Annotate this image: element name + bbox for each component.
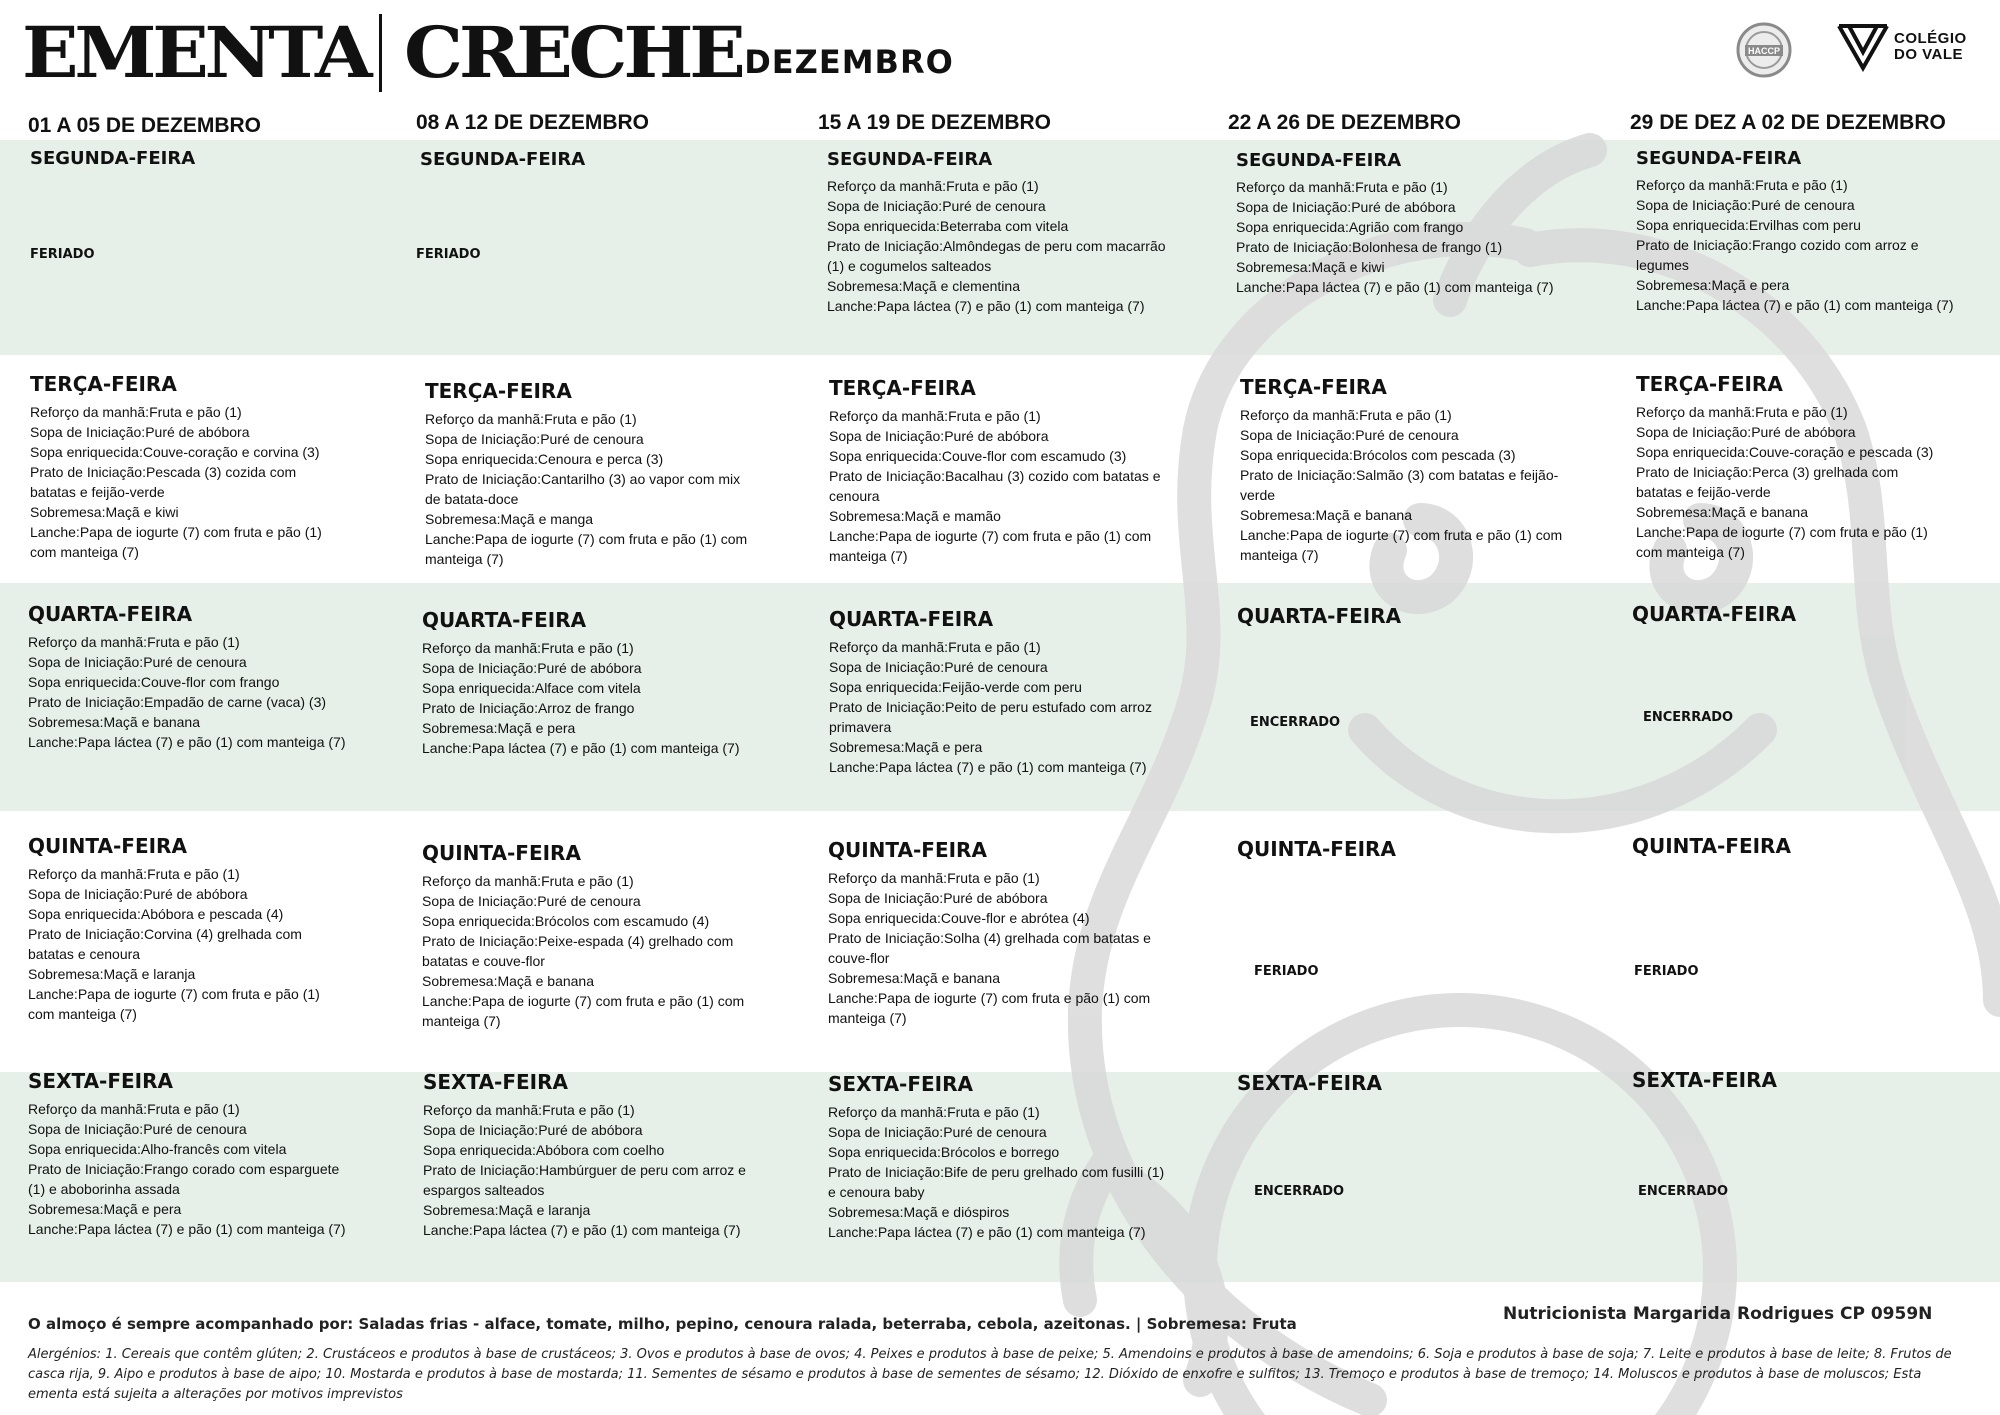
menu-line: Prato de Iniciação:Pescada (3) cozida com — [30, 464, 297, 480]
menu-line: Sopa enriquecida:Couve-flor com frango — [28, 674, 280, 690]
menu-line: legumes — [1636, 257, 1689, 273]
menu-line: Sopa de Iniciação:Puré de cenoura — [28, 654, 247, 670]
menu-line: Sopa enriquecida:Beterraba com vitela — [827, 218, 1069, 234]
menu-line: Sobremesa:Maçã e banana — [1240, 507, 1412, 523]
nutritionist-credit: Nutricionista Margarida Rodrigues CP 0959N — [1503, 1304, 1933, 1324]
status-label: FERIADO — [30, 247, 95, 262]
status-label: ENCERRADO — [1643, 710, 1734, 725]
menu-line: Lanche:Papa láctea (7) e pão (1) com manteiga (7) — [1636, 297, 1954, 313]
menu-line: Reforço da manhã:Fruta e pão (1) — [28, 1101, 240, 1117]
week2-monday — [420, 149, 790, 176]
menu-line: Reforço da manhã:Fruta e pão (1) — [422, 873, 634, 889]
week-header-1: 01 A 05 DE DEZEMBRO — [28, 114, 261, 137]
week2-friday — [423, 1070, 803, 1240]
menu-line: Reforço da manhã:Fruta e pão (1) — [829, 639, 1041, 655]
week4-tuesday — [1240, 375, 1635, 565]
week4-monday — [1236, 150, 1631, 297]
status-label: FERIADO — [1634, 964, 1699, 979]
week3-monday — [827, 149, 1222, 316]
menu-line: e cenoura baby — [828, 1184, 925, 1200]
menu-line: Sopa de Iniciação:Puré de abóbora — [1636, 424, 1856, 440]
menu-line: batatas e cenoura — [28, 946, 141, 962]
week5-monday — [1636, 148, 1996, 315]
menu-line: Prato de Iniciação:Peixe-espada (4) grelhado com — [422, 933, 734, 949]
menu-line: espargos salteados — [423, 1182, 545, 1198]
day-title: SEGUNDA-FEIRA — [30, 148, 196, 169]
day-title: QUARTA-FEIRA — [1632, 602, 1797, 626]
menu-line: Sobremesa:Maçã e pera — [829, 739, 983, 755]
menu-line: Sobremesa:Maçã e pera — [28, 1201, 182, 1217]
menu-line: Prato de Iniciação:Almôndegas de peru com macarrão — [827, 238, 1166, 254]
menu-line: Sopa de Iniciação:Puré de cenoura — [422, 893, 641, 909]
menu-line: couve-flor — [828, 950, 890, 966]
menu-line: Sopa enriquecida:Couve-flor e abrótea (4) — [828, 910, 1090, 926]
menu-line: Lanche:Papa láctea (7) e pão (1) com manteiga (7) — [829, 759, 1147, 775]
day-title: SEXTA-FEIRA — [828, 1072, 973, 1096]
status-label: FERIADO — [416, 247, 481, 262]
school-name-line2: DO VALE — [1894, 46, 1964, 63]
week2-wednesday — [422, 608, 802, 758]
menu-line: Sopa de Iniciação:Puré de abóbora — [422, 660, 642, 676]
menu-line: Lanche:Papa láctea (7) e pão (1) com manteiga (7) — [828, 1224, 1146, 1240]
menu-line: Sopa enriquecida:Couve-flor com escamudo (3) — [829, 448, 1127, 464]
menu-line: Sopa de Iniciação:Puré de abóbora — [828, 890, 1048, 906]
day-title: SEXTA-FEIRA — [423, 1070, 568, 1094]
school-logo-icon — [1836, 22, 1890, 72]
week1-friday — [28, 1069, 408, 1239]
menu-line: Reforço da manhã:Fruta e pão (1) — [28, 634, 240, 650]
menu-line: manteiga (7) — [829, 548, 908, 564]
menu-line: Lanche:Papa de iogurte (7) com fruta e pão (1) com — [828, 990, 1151, 1006]
title-month: DEZEMBRO — [744, 42, 954, 81]
title-divider — [379, 14, 382, 92]
menu-line: Reforço da manhã:Fruta e pão (1) — [1240, 407, 1452, 423]
status-label: ENCERRADO — [1638, 1184, 1729, 1199]
menu-line: Lanche:Papa de iogurte (7) com fruta e pão (1) com — [829, 528, 1152, 544]
accompaniment-note: O almoço é sempre acompanhado por: Saladas frias - alface, tomate, milho, pepino, cenoura ralada, beterraba, cebola, azeitonas. | Sobremesa: Fruta — [28, 1315, 1297, 1333]
school-logo — [1836, 22, 1967, 72]
day-title: QUINTA-FEIRA — [828, 838, 987, 862]
menu-line: Lanche:Papa láctea (7) e pão (1) com manteiga (7) — [28, 734, 346, 750]
menu-line: manteiga (7) — [422, 1013, 501, 1029]
menu-line: Prato de Iniciação:Bife de peru grelhado com fusilli (1) — [828, 1164, 1165, 1180]
menu-line: Sobremesa:Maçã e banana — [828, 970, 1000, 986]
week-header-4: 22 A 26 DE DEZEMBRO — [1228, 111, 1461, 134]
menu-line: com manteiga (7) — [1636, 544, 1745, 560]
menu-line: Sopa de Iniciação:Puré de cenoura — [828, 1124, 1047, 1140]
menu-line: (1) e aboborinha assada — [28, 1181, 180, 1197]
menu-line: Reforço da manhã:Fruta e pão (1) — [422, 640, 634, 656]
menu-line: Sopa enriquecida:Alho-francês com vitela — [28, 1141, 287, 1157]
menu-line: Sopa enriquecida:Brócolos com pescada (3) — [1240, 447, 1516, 463]
menu-line: Sopa de Iniciação:Puré de cenoura — [28, 1121, 247, 1137]
haccp-seal-icon — [1736, 22, 1792, 78]
menu-line: Lanche:Papa láctea (7) e pão (1) com manteiga (7) — [423, 1222, 741, 1238]
menu-line: primavera — [829, 719, 892, 735]
menu-line: Sopa enriquecida:Ervilhas com peru — [1636, 217, 1861, 233]
menu-line: Reforço da manhã:Fruta e pão (1) — [28, 866, 240, 882]
haccp-label: HACCP — [1747, 46, 1781, 56]
menu-line: Prato de Iniciação:Arroz de frango — [422, 700, 635, 716]
menu-line: Prato de Iniciação:Frango corado com esparguete — [28, 1161, 340, 1177]
menu-line: Prato de Iniciação:Hambúrguer de peru com arroz e — [423, 1162, 746, 1178]
day-title: QUINTA-FEIRA — [1237, 837, 1396, 861]
menu-line: Prato de Iniciação:Peito de peru estufado com arroz — [829, 699, 1152, 715]
day-title: QUINTA-FEIRA — [1632, 834, 1791, 858]
menu-line: Prato de Iniciação:Corvina (4) grelhada com — [28, 926, 302, 942]
menu-line: manteiga (7) — [425, 551, 504, 567]
week-header-2: 08 A 12 DE DEZEMBRO — [416, 111, 649, 134]
week4-thursday — [1237, 837, 1632, 867]
menu-line: Lanche:Papa de iogurte (7) com fruta e pão (1) com — [1240, 527, 1563, 543]
menu-line: batatas e feijão-verde — [1636, 484, 1771, 500]
week-header-3: 15 A 19 DE DEZEMBRO — [818, 111, 1051, 134]
menu-line: Lanche:Papa láctea (7) e pão (1) com manteiga (7) — [827, 298, 1145, 314]
menu-line: Sobremesa:Maçã e manga — [425, 511, 594, 527]
day-title: TERÇA-FEIRA — [425, 379, 572, 403]
day-title: TERÇA-FEIRA — [829, 376, 976, 400]
week3-tuesday — [829, 376, 1224, 566]
menu-line: Prato de Iniciação:Bolonhesa de frango (1) — [1236, 239, 1503, 255]
menu-line: Sobremesa:Maçã e banana — [422, 973, 594, 989]
menu-line: Sopa enriquecida:Brócolos com escamudo (4) — [422, 913, 710, 929]
menu-line: cenoura — [829, 488, 880, 504]
menu-line: Prato de Iniciação:Solha (4) grelhada com batatas e — [828, 930, 1151, 946]
menu-line: Sobremesa:Maçã e kiwi — [30, 504, 179, 520]
school-name-line1: COLÉGIO — [1894, 29, 1967, 47]
day-title: SEGUNDA-FEIRA — [420, 149, 586, 170]
menu-line: Sobremesa:Maçã e pera — [422, 720, 576, 736]
menu-line: Sopa de Iniciação:Puré de cenoura — [829, 659, 1048, 675]
menu-line: Prato de Iniciação:Perca (3) grelhada com — [1636, 464, 1899, 480]
school-name — [1894, 31, 1967, 64]
week2-tuesday — [425, 379, 805, 569]
menu-line: batatas e feijão-verde — [30, 484, 165, 500]
menu-line: Sopa enriquecida:Abóbora com coelho — [423, 1142, 665, 1158]
menu-line: Reforço da manhã:Fruta e pão (1) — [829, 408, 1041, 424]
menu-line: Lanche:Papa de iogurte (7) com fruta e pão (1) com — [422, 993, 745, 1009]
menu-line: Sobremesa:Maçã e mamão — [829, 508, 1001, 524]
menu-line: Sopa enriquecida:Couve-coração e corvina (3) — [30, 444, 320, 460]
menu-line: Reforço da manhã:Fruta e pão (1) — [30, 404, 242, 420]
menu-line: Prato de Iniciação:Cantarilho (3) ao vapor com mix — [425, 471, 741, 487]
status-label: ENCERRADO — [1254, 1184, 1345, 1199]
menu-line: com manteiga (7) — [28, 1006, 137, 1022]
menu-line: Lanche:Papa de iogurte (7) com fruta e pão (1) — [28, 986, 320, 1002]
menu-line: Reforço da manhã:Fruta e pão (1) — [423, 1102, 635, 1118]
week1-wednesday — [28, 602, 408, 752]
day-title: QUARTA-FEIRA — [829, 607, 994, 631]
day-title: SEGUNDA-FEIRA — [1236, 150, 1402, 171]
week1-thursday — [28, 834, 398, 1024]
title-creche: CRECHE — [403, 10, 742, 94]
week3-thursday — [828, 838, 1223, 1028]
week1-monday — [30, 148, 400, 175]
menu-line: Sopa enriquecida:Alface com vitela — [422, 680, 641, 696]
week2-thursday — [422, 841, 802, 1031]
status-label: FERIADO — [1254, 964, 1319, 979]
menu-line: Sopa enriquecida:Abóbora e pescada (4) — [28, 906, 284, 922]
menu-line: Sobremesa:Maçã e dióspiros — [828, 1204, 1010, 1220]
menu-line: Sopa de Iniciação:Puré de abóbora — [28, 886, 248, 902]
week5-tuesday — [1636, 372, 1996, 562]
menu-line: manteiga (7) — [828, 1010, 907, 1026]
menu-line: Prato de Iniciação:Frango cozido com arroz e — [1636, 237, 1919, 253]
menu-line: Reforço da manhã:Fruta e pão (1) — [1636, 177, 1848, 193]
menu-line: Sopa enriquecida:Agrião com frango — [1236, 219, 1464, 235]
day-title: QUARTA-FEIRA — [422, 608, 587, 632]
menu-line: Reforço da manhã:Fruta e pão (1) — [425, 411, 637, 427]
status-label: ENCERRADO — [1250, 715, 1341, 730]
page-header — [22, 10, 954, 95]
menu-line: Sobremesa:Maçã e laranja — [423, 1202, 591, 1218]
menu-line: Lanche:Papa láctea (7) e pão (1) com manteiga (7) — [1236, 279, 1554, 295]
day-title: QUINTA-FEIRA — [422, 841, 581, 865]
menu-line: Prato de Iniciação:Empadão de carne (vaca) (3) — [28, 694, 327, 710]
week-header-5: 29 DE DEZ A 02 DE DEZEMBRO — [1630, 111, 1946, 134]
week5-wednesday — [1632, 602, 1992, 632]
menu-line: Lanche:Papa de iogurte (7) com fruta e pão (1) com — [425, 531, 748, 547]
menu-line: com manteiga (7) — [30, 544, 139, 560]
menu-line: de batata-doce — [425, 491, 519, 507]
menu-line: Reforço da manhã:Fruta e pão (1) — [827, 178, 1039, 194]
day-title: TERÇA-FEIRA — [1240, 375, 1387, 399]
week4-friday — [1237, 1071, 1632, 1101]
day-title: SEXTA-FEIRA — [1237, 1071, 1382, 1095]
menu-line: Sobremesa:Maçã e kiwi — [1236, 259, 1385, 275]
menu-line: Lanche:Papa láctea (7) e pão (1) com manteiga (7) — [422, 740, 740, 756]
menu-line: Sopa de Iniciação:Puré de abóbora — [1236, 199, 1456, 215]
allergens-note: Alergénios: 1. Cereais que contêm glúten; 2. Crustáceos e produtos à base de crustáceos; 3. Ovos e produtos à base de ovos; 4. Peixes e produtos à base de peixe; 5. Amendoins e produtos à base de amendoins; 6. Soja e produtos à base de soja; 7. Leite e produtos à base de leite; 8. Frutos de casca rija, 9. Aipo e produtos à base de aipo; 10. Mostarda e produtos à base de mostarda; 11. Sementes de sésamo e produtos à base de sementes de sésamo; 12. Dióxido de enxofre e sulfitos; 13. Tremoço e produtos à base de tremoço; 14. Moluscos e produtos à base de moluscos; Esta ementa está sujeita a alterações por motivos imprevistos — [28, 1347, 1952, 1402]
day-title: SEGUNDA-FEIRA — [1636, 148, 1802, 169]
title-ementa: EMENTA — [22, 10, 369, 94]
week5-friday — [1632, 1068, 1992, 1098]
week5-thursday — [1632, 834, 1992, 864]
menu-line: verde — [1240, 487, 1276, 503]
day-title: TERÇA-FEIRA — [30, 372, 177, 396]
menu-line: Sopa enriquecida:Brócolos e borrego — [828, 1144, 1060, 1160]
menu-line: Sopa de Iniciação:Puré de cenoura — [1240, 427, 1459, 443]
day-title: SEGUNDA-FEIRA — [827, 149, 993, 170]
week4-wednesday — [1237, 604, 1632, 634]
menu-line: Reforço da manhã:Fruta e pão (1) — [1236, 179, 1448, 195]
menu-line: Sopa enriquecida:Cenoura e perca (3) — [425, 451, 664, 467]
menu-line: Sopa enriquecida:Feijão-verde com peru — [829, 679, 1082, 695]
menu-line: Sobremesa:Maçã e banana — [28, 714, 200, 730]
menu-line: Sobremesa:Maçã e pera — [1636, 277, 1790, 293]
day-title: TERÇA-FEIRA — [1636, 372, 1783, 396]
menu-line: Sopa de Iniciação:Puré de cenoura — [425, 431, 644, 447]
menu-line: Sobremesa:Maçã e clementina — [827, 278, 1020, 294]
menu-line: Sopa de Iniciação:Puré de abóbora — [829, 428, 1049, 444]
menu-line: Reforço da manhã:Fruta e pão (1) — [828, 870, 1040, 886]
day-title: SEXTA-FEIRA — [28, 1069, 173, 1093]
menu-line: Sopa enriquecida:Couve-coração e pescada (3) — [1636, 444, 1934, 460]
menu-line: Prato de Iniciação:Salmão (3) com batatas e feijão- — [1240, 467, 1559, 483]
day-title: QUARTA-FEIRA — [1237, 604, 1402, 628]
menu-line: Reforço da manhã:Fruta e pão (1) — [1636, 404, 1848, 420]
menu-line: Sopa de Iniciação:Puré de abóbora — [423, 1122, 643, 1138]
day-title: QUARTA-FEIRA — [28, 602, 193, 626]
menu-line: batatas e couve-flor — [422, 953, 545, 969]
menu-line: manteiga (7) — [1240, 547, 1319, 563]
menu-line: Prato de Iniciação:Bacalhau (3) cozido com batatas e — [829, 468, 1161, 484]
menu-line: Sopa de Iniciação:Puré de cenoura — [827, 198, 1046, 214]
menu-line: Sopa de Iniciação:Puré de abóbora — [30, 424, 250, 440]
day-title: SEXTA-FEIRA — [1632, 1068, 1777, 1092]
week3-wednesday — [829, 607, 1224, 777]
menu-line: Sobremesa:Maçã e banana — [1636, 504, 1808, 520]
menu-line: (1) e cogumelos salteados — [827, 258, 992, 274]
menu-line: Sobremesa:Maçã e laranja — [28, 966, 196, 982]
week3-friday — [828, 1072, 1223, 1242]
menu-line: Lanche:Papa láctea (7) e pão (1) com manteiga (7) — [28, 1221, 346, 1237]
week1-tuesday — [30, 372, 400, 562]
menu-line: Lanche:Papa de iogurte (7) com fruta e pão (1) — [30, 524, 322, 540]
menu-line: Sopa de Iniciação:Puré de cenoura — [1636, 197, 1855, 213]
menu-line: Lanche:Papa de iogurte (7) com fruta e pão (1) — [1636, 524, 1928, 540]
day-title: QUINTA-FEIRA — [28, 834, 187, 858]
menu-line: Reforço da manhã:Fruta e pão (1) — [828, 1104, 1040, 1120]
